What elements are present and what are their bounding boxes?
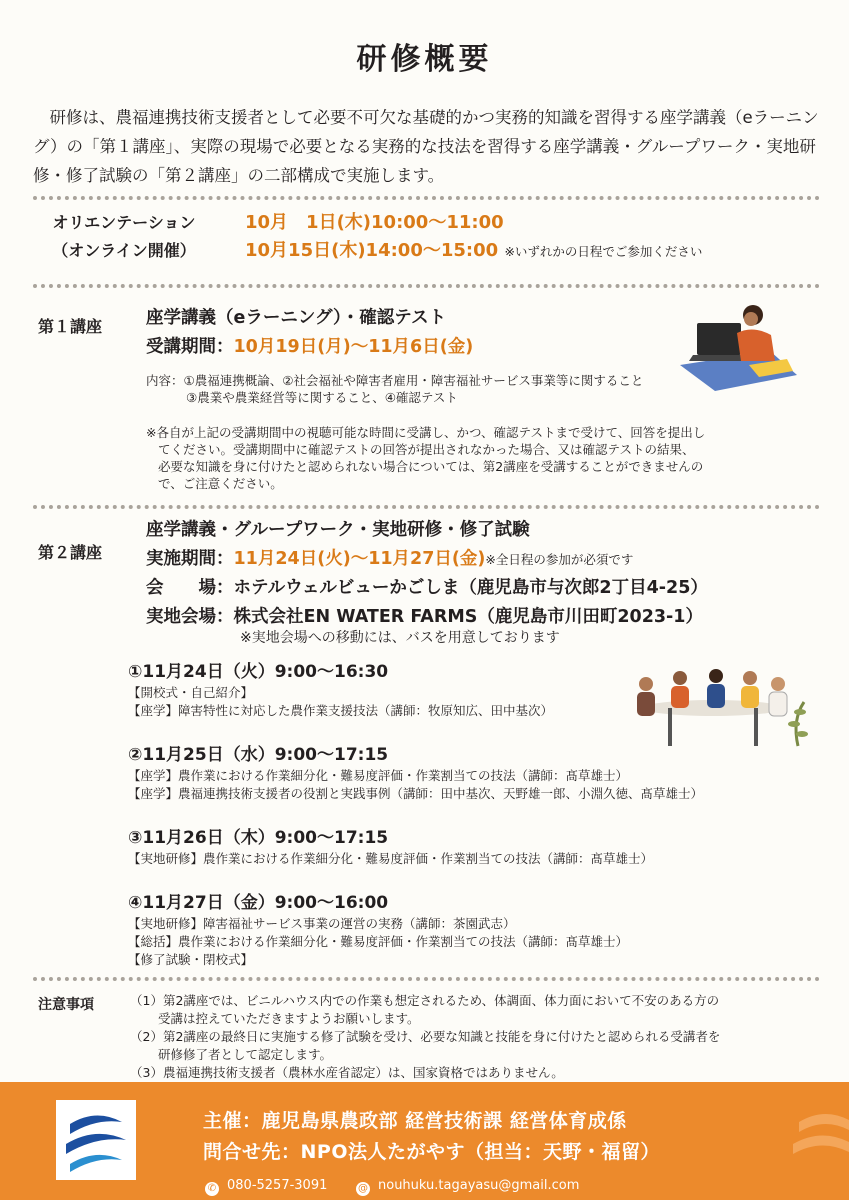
caution-line: 研修修了者として認定します。 bbox=[158, 1047, 333, 1062]
divider bbox=[33, 977, 820, 981]
divider bbox=[33, 196, 820, 200]
course1-note-2: てください。受講期間中に確認テストの回答が提出されなかった場合、又は確認テストの結果、 bbox=[158, 442, 695, 457]
course1-period-row bbox=[146, 333, 473, 358]
decorative-wave-icon bbox=[779, 1082, 849, 1200]
course2-bus-note: ※実地会場への移動には、バスを用意しております bbox=[240, 630, 560, 646]
course1-content-2: ③農業や農業経営等に関すること、④確認テスト bbox=[186, 390, 458, 405]
course2-field-label: 実地会場： bbox=[146, 607, 234, 627]
day4-item: 【総括】農作業における作業細分化・難易度評価・作業割当ての技法（講師：髙草雄士） bbox=[128, 934, 629, 949]
course1-note-3: 必要な知識を身に付けたと認められない場合については、第2講座を受講することができませんの bbox=[158, 459, 704, 474]
day4-item: 【実地研修】障害福祉サービス事業の運営の実務（講師：茶園武志） bbox=[128, 916, 516, 931]
course2-field-row bbox=[146, 603, 703, 628]
orientation-date-2-row bbox=[245, 236, 702, 262]
caution-line: 受講は控えていただきますようお願いします。 bbox=[158, 1011, 420, 1026]
divider bbox=[33, 505, 820, 509]
course2-period: 11月24日(火)～11月27日(金) bbox=[233, 549, 486, 569]
course2-venue-label: 会 場： bbox=[146, 578, 234, 598]
footer-contact: 問合せ先：NPO法人たがやす（担当：天野・福留） bbox=[203, 1141, 660, 1163]
course2-period-note: ※全日程の参加が必須です bbox=[485, 552, 634, 567]
email-row bbox=[356, 1178, 579, 1196]
orientation-note: ※いずれかの日程でご参加ください bbox=[504, 244, 703, 259]
course1-note-4: で、ご注意ください。 bbox=[158, 476, 283, 491]
course1-label: 第１講座 bbox=[38, 314, 102, 337]
day2-item: 【座学】農作業における作業細分化・難易度評価・作業割当ての技法（講師：髙草雄士） bbox=[128, 768, 629, 783]
course2-venue-row bbox=[146, 574, 708, 599]
day1-item: 【開校式・自己紹介】 bbox=[128, 685, 254, 700]
course1-content-1: 内容：①農福連携概論、②社会福祉や障害者雇用・障害福祉サービス事業等に関すること bbox=[146, 373, 644, 388]
day2-item: 【座学】農福連携技術支援者の役割と実践事例（講師：田中基次、天野雄一郎、小淵久徳、髙草雄士） bbox=[128, 786, 704, 801]
day1-item: 【座学】障害特性に対応した農作業支援技法（講師：牧原知広、田中基次） bbox=[128, 703, 554, 718]
phone-icon: ✆ bbox=[205, 1182, 219, 1196]
course2-field: 株式会社EN WATER FARMS（鹿児島市川田町2023-1） bbox=[233, 607, 703, 627]
day4-item: 【修了試験・閉校式】 bbox=[128, 952, 254, 967]
caution-label: 注意事項 bbox=[38, 997, 94, 1013]
orientation-label: オリエンテーション bbox=[33, 210, 215, 233]
day1-title: ①11月24日（火）9:00～16:30 bbox=[128, 662, 389, 682]
day4-title: ④11月27日（金）9:00～16:00 bbox=[128, 893, 389, 913]
intro-text: 研修は、農福連携技術支援者として必要不可欠な基礎的かつ実務的知識を習得する座学講義（eラーニング）の「第１講座」、実際の現場で必要となる実務的な技法を習得する座学講義・グループワーク・実地研修・修了試験の「第２講座」の二部構成で実施します。 bbox=[33, 108, 819, 185]
title-area bbox=[0, 34, 849, 78]
day3-item: 【実地研修】農作業における作業細分化・難易度評価・作業割当ての技法（講師：髙草雄士） bbox=[128, 851, 654, 866]
email-icon: @ bbox=[358, 1183, 368, 1194]
orientation-date-1: 10月 1日(木)10:00～11:00 bbox=[245, 212, 504, 233]
laptop-person-illustration bbox=[675, 295, 805, 393]
divider bbox=[33, 284, 820, 288]
course1-period-label: 受講期間： bbox=[146, 337, 234, 357]
day2-title: ②11月25日（水）9:00～17:15 bbox=[128, 745, 389, 765]
course2-venue: ホテルウェルビューかごしま（鹿児島市与次郎2丁目4-25） bbox=[233, 578, 708, 598]
course1-period: 10月19日(月)～11月6日(金) bbox=[233, 337, 474, 357]
phone-row bbox=[205, 1178, 327, 1196]
caution-line: （2）第2講座の最終日に実施する修了試験を受け、必要な知識と技能を身に付けたと認められる受講者を bbox=[130, 1029, 721, 1044]
course2-period-row bbox=[146, 545, 633, 570]
course2-heading: 座学講義・グループワーク・実地研修・修了試験 bbox=[146, 520, 530, 540]
email-address: nouhuku.tagayasu@gmail.com bbox=[378, 1178, 580, 1193]
footer bbox=[0, 1082, 849, 1200]
course2-label: 第２講座 bbox=[38, 540, 102, 563]
organization-logo bbox=[56, 1100, 136, 1180]
caution-line: （1）第2講座では、ビニルハウス内での作業も想定されるため、体調面、体力面において不安のある方の bbox=[130, 993, 720, 1008]
orientation-sublabel: （オンライン開催） bbox=[33, 238, 215, 261]
page-title: 研修概要 bbox=[349, 34, 501, 78]
footer-host: 主催：鹿児島県農政部 経営技術課 経営体育成係 bbox=[203, 1110, 627, 1132]
group-meeting-illustration bbox=[628, 660, 808, 752]
caution-line: （3）農福連携技術支援者（農林水産省認定）は、国家資格ではありません。 bbox=[130, 1065, 564, 1080]
course2-period-label: 実施期間： bbox=[146, 549, 234, 569]
course1-note-1: ※各自が上記の受講期間中の視聴可能な時間に受講し、かつ、確認テストまで受けて、回答を提出し bbox=[146, 425, 706, 440]
course1-heading: 座学講義（eラーニング）・確認テスト bbox=[146, 308, 447, 328]
orientation-date-2: 10月15日(木)14:00～15:00 bbox=[245, 240, 499, 261]
day3-title: ③11月26日（木）9:00～17:15 bbox=[128, 828, 389, 848]
phone-number: 080-5257-3091 bbox=[227, 1178, 328, 1193]
wave-logo-icon bbox=[56, 1100, 136, 1180]
